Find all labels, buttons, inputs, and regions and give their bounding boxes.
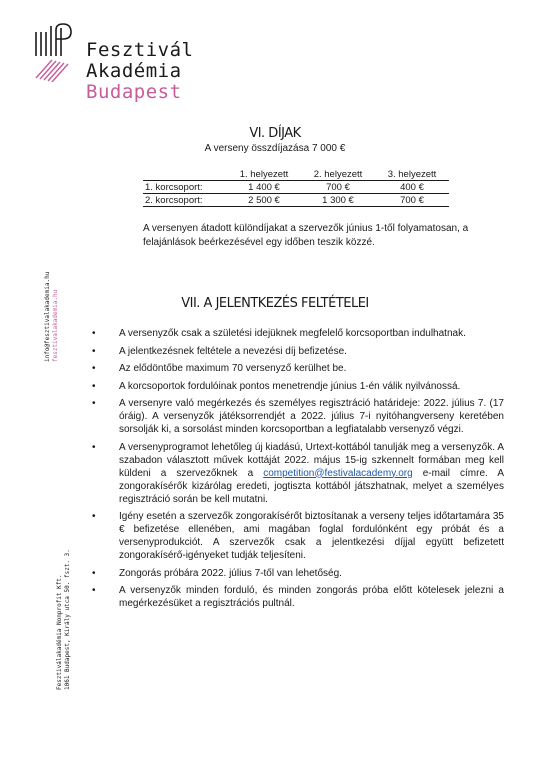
table-row: [143, 194, 449, 207]
conditions-list: [92, 327, 504, 615]
list-item-text: A versenyre való megérkezés és személyes regisztráció határideje: 2022. július 7. (17 óráig). A versenyzők játéksorrendjét a 2022. július 7-i nyitóhangverseny keretében sorsolják ki, a sorsolást minden korcsoportban a legfiatalabb versenyző végzi.: [119, 398, 504, 435]
list-item: [92, 441, 504, 506]
section-6-title: VI. DÍJAK: [249, 126, 301, 141]
list-item-text: Zongorás próbára 2022. július 7-től van lehetőség.: [119, 567, 342, 579]
list-item: [92, 397, 504, 436]
list-item-text: A jelentkezésnek feltétele a nevezési díj befizetése.: [119, 345, 347, 357]
contact-email[interactable]: info@fesztivalakademia.hu: [44, 271, 51, 362]
table-cell: 2 500 €: [219, 194, 301, 207]
list-item: [92, 510, 504, 562]
table-cell: 700 €: [301, 181, 375, 194]
list-item-text: A versenyzők minden forduló, és minden zongorás próba előtt kötelesek jelezni a megérkezésüket a regisztrációs pultnál.: [119, 585, 504, 609]
special-prizes-note: A versenyen átadott különdíjakat a szervezők június 1-től folyamatosan, a felajánlások beérkezésével egy időben teszik közzé.: [143, 223, 469, 248]
side-address: [56, 549, 72, 690]
table-cell: 1. korcsoport:: [143, 181, 219, 194]
header-cell: 3. helyezett: [387, 168, 437, 180]
section-7-title: VII. A JELENTKEZÉS FELTÉTELEI: [181, 296, 369, 311]
logo-line-1: Fesztivál: [86, 39, 194, 61]
bullet-icon: •: [92, 585, 96, 596]
bullet-icon: •: [92, 380, 96, 392]
header-cell: [143, 168, 219, 181]
table-cell: 700 €: [375, 194, 449, 207]
logo-wordmark: [86, 40, 193, 103]
table-cell: 1 300 €: [301, 194, 375, 207]
prize-table: [143, 168, 449, 207]
bullet-icon: •: [92, 441, 96, 453]
bullet-icon: •: [92, 511, 96, 522]
bullet-icon: •: [92, 363, 96, 374]
prize-table-header: [143, 168, 449, 181]
company-address: 1061 Budapest, Király utca 50. fszt. 3.: [64, 549, 71, 690]
table-cell: 400 €: [375, 181, 449, 194]
bullet-icon: •: [92, 345, 96, 357]
side-contact: [44, 272, 60, 362]
list-item-text: A korcsoportok fordulóinak pontos menetrendje június 1-én válik nyilvánossá.: [119, 380, 461, 392]
bullet-icon: •: [92, 567, 96, 579]
header-cell: 1. helyezett: [239, 168, 289, 180]
list-item-text-pre: A versenyprogramot lehetőleg új kiadású, Urtext-kottából tanulják meg a versenyzők. A szabadon választott művek kottáját 2022. május 15-ig szkennelt formában meg kell küldeni a szervezőknek a: [119, 441, 504, 479]
list-item: [92, 345, 504, 358]
table-cell: 1 400 €: [219, 181, 301, 194]
list-item: [92, 380, 504, 393]
list-item-text: A versenyzők csak a születési idejüknek megfelelő korcsoportban indulhatnak.: [119, 328, 466, 339]
list-item: [92, 362, 504, 375]
bullet-icon: •: [92, 328, 96, 339]
table-cell: 2. korcsoport:: [143, 194, 219, 207]
list-item-text: Igény esetén a szervezők zongorakísérőt biztosítanak a verseny teljes időtartamára 35 € befizetése ellenében, ami magában foglal fordulónként egy próbát és a versenyprodukciót. A szervezők csak a jelentkezési díjjal együtt befizetett zongorakísérő-igényeket tudják teljesíteni.: [119, 511, 504, 561]
competition-email-link[interactable]: competition@festivalacademy.org: [263, 467, 413, 479]
section-6-subtitle: A verseny összdíjazása 7 000 €: [204, 143, 346, 154]
logo-line-3: Budapest: [86, 81, 182, 103]
list-item: [92, 567, 504, 580]
bullet-icon: •: [92, 398, 96, 409]
festival-logo-icon: [30, 22, 82, 82]
list-item-text: Az elődöntőbe maximum 70 versenyző kerülhet be.: [119, 363, 347, 374]
list-item-text-post: e-mail címre. A zongorakísérők kizárólag eredeti, jogtiszta kottából játszhatnak, melyet a személyes regisztráció során be kell mutatni.: [119, 467, 504, 505]
contact-web[interactable]: fesztivalakademia.hu: [52, 289, 59, 362]
list-item: [92, 584, 504, 610]
header-cell: 2. helyezett: [313, 168, 363, 180]
logo-line-2: Akadémia: [86, 60, 182, 82]
company-name: Fesztiválakadémia Nonprofit Kft.: [56, 574, 63, 690]
list-item: [92, 327, 504, 340]
table-row: [143, 181, 449, 194]
